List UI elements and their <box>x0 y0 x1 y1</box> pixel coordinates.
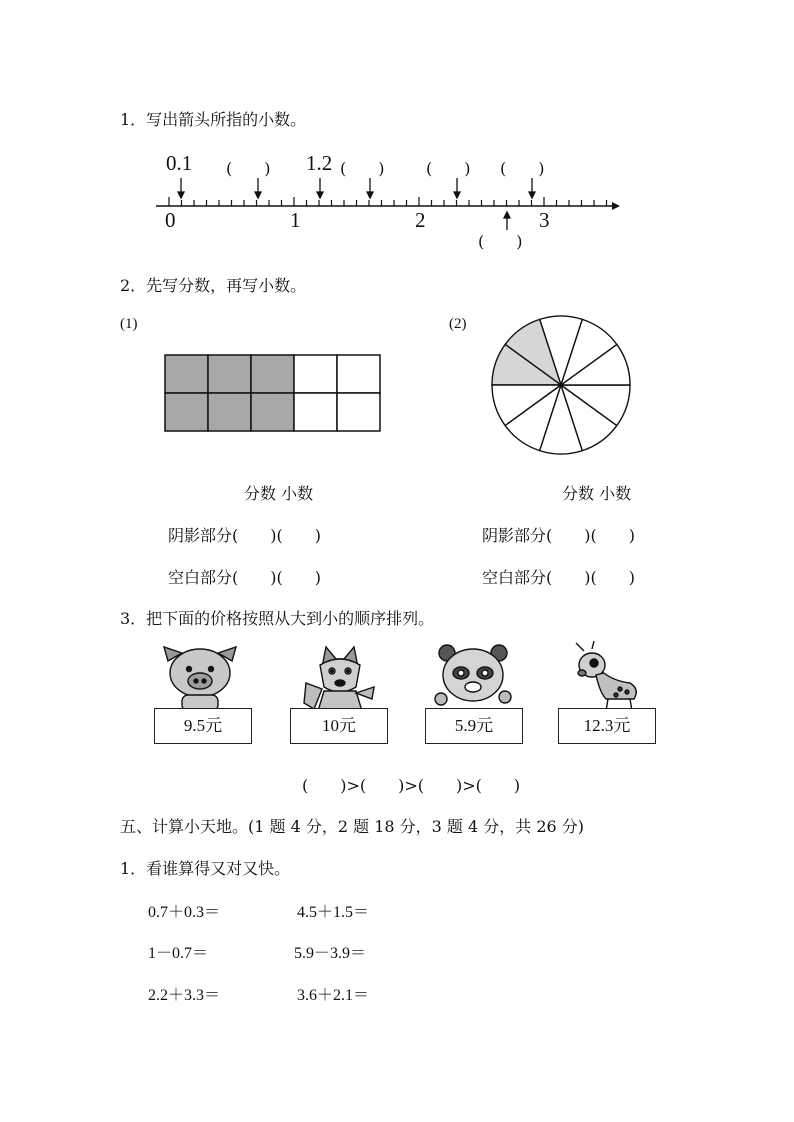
down-arrow-icon <box>255 178 261 198</box>
shaded-cell <box>165 355 208 393</box>
deer-icon <box>570 643 650 713</box>
answer-blank-2[interactable]: ( ) <box>340 159 385 178</box>
exercise-4: 5.9－3.9＝ <box>294 945 367 962</box>
up-arrow-icon <box>504 212 510 230</box>
circle-figure <box>490 315 632 457</box>
shaded-cell <box>208 355 251 393</box>
shaded-cell <box>251 355 294 393</box>
down-arrow-icon <box>454 178 460 198</box>
table-header-1: 分数 小数 <box>244 484 314 503</box>
price-tag-pig: 9.5元 <box>154 708 252 744</box>
blank-cell <box>294 355 337 393</box>
down-arrow-icon <box>529 178 535 198</box>
down-arrow-icon <box>317 178 323 198</box>
exercise-5: 2.2＋3.3＝ <box>148 987 221 1004</box>
answer-blank-3[interactable]: ( ) <box>426 159 471 178</box>
q1-title: 1．写出箭头所指的小数。 <box>120 110 307 129</box>
shaded-cell <box>165 393 208 431</box>
order-answer-row[interactable]: ( )>( )>( )>( ) <box>302 776 521 795</box>
grid-figure <box>164 354 384 434</box>
axis-label-2: 2 <box>415 208 426 232</box>
known-value-0.1: 0.1 <box>166 151 193 175</box>
shaded-row-2[interactable]: 阴影部分( )( ) <box>482 526 635 545</box>
answer-blank-5[interactable]: ( ) <box>478 232 523 251</box>
blank-row-1[interactable]: 空白部分( )( ) <box>168 568 321 587</box>
axis-label-0: 0 <box>165 208 176 232</box>
price-tag-deer: 12.3元 <box>558 708 656 744</box>
exercise-3: 1－0.7＝ <box>148 945 209 962</box>
number-line <box>0 0 794 260</box>
down-arrow-icon <box>178 178 184 198</box>
down-arrow-icon <box>367 178 373 198</box>
section5-q1-title: 1．看谁算得又对又快。 <box>120 859 291 878</box>
wolf-icon <box>300 643 380 713</box>
axis-label-1: 1 <box>290 208 301 232</box>
panda-icon <box>433 643 513 713</box>
pig-icon <box>160 643 240 713</box>
price-tag-wolf: 10元 <box>290 708 388 744</box>
q3-title: 3．把下面的价格按照从大到小的顺序排列。 <box>120 609 435 628</box>
exercise-2: 4.5＋1.5＝ <box>297 904 370 921</box>
blank-cell <box>337 393 380 431</box>
table-header-2: 分数 小数 <box>562 484 632 503</box>
blank-cell <box>337 355 380 393</box>
part1-label: (1) <box>120 316 138 332</box>
q2-title: 2．先写分数，再写小数。 <box>120 276 307 295</box>
exercise-1: 0.7＋0.3＝ <box>148 904 221 921</box>
shaded-cell <box>208 393 251 431</box>
price-tag-panda: 5.9元 <box>425 708 523 744</box>
blank-cell <box>294 393 337 431</box>
shaded-row-1[interactable]: 阴影部分( )( ) <box>168 526 321 545</box>
exercise-6: 3.6＋2.1＝ <box>297 987 370 1004</box>
shaded-cell <box>251 393 294 431</box>
axis-arrow-icon <box>612 202 620 210</box>
part2-label: (2) <box>449 316 467 332</box>
blank-row-2[interactable]: 空白部分( )( ) <box>482 568 635 587</box>
known-value-1.2: 1.2 <box>306 151 333 175</box>
section5-title: 五、计算小天地。(1 题 4 分，2 题 18 分，3 题 4 分，共 26 分) <box>120 817 585 836</box>
answer-blank-4[interactable]: ( ) <box>500 159 545 178</box>
axis-label-3: 3 <box>539 208 550 232</box>
answer-blank-1[interactable]: ( ) <box>226 159 271 178</box>
